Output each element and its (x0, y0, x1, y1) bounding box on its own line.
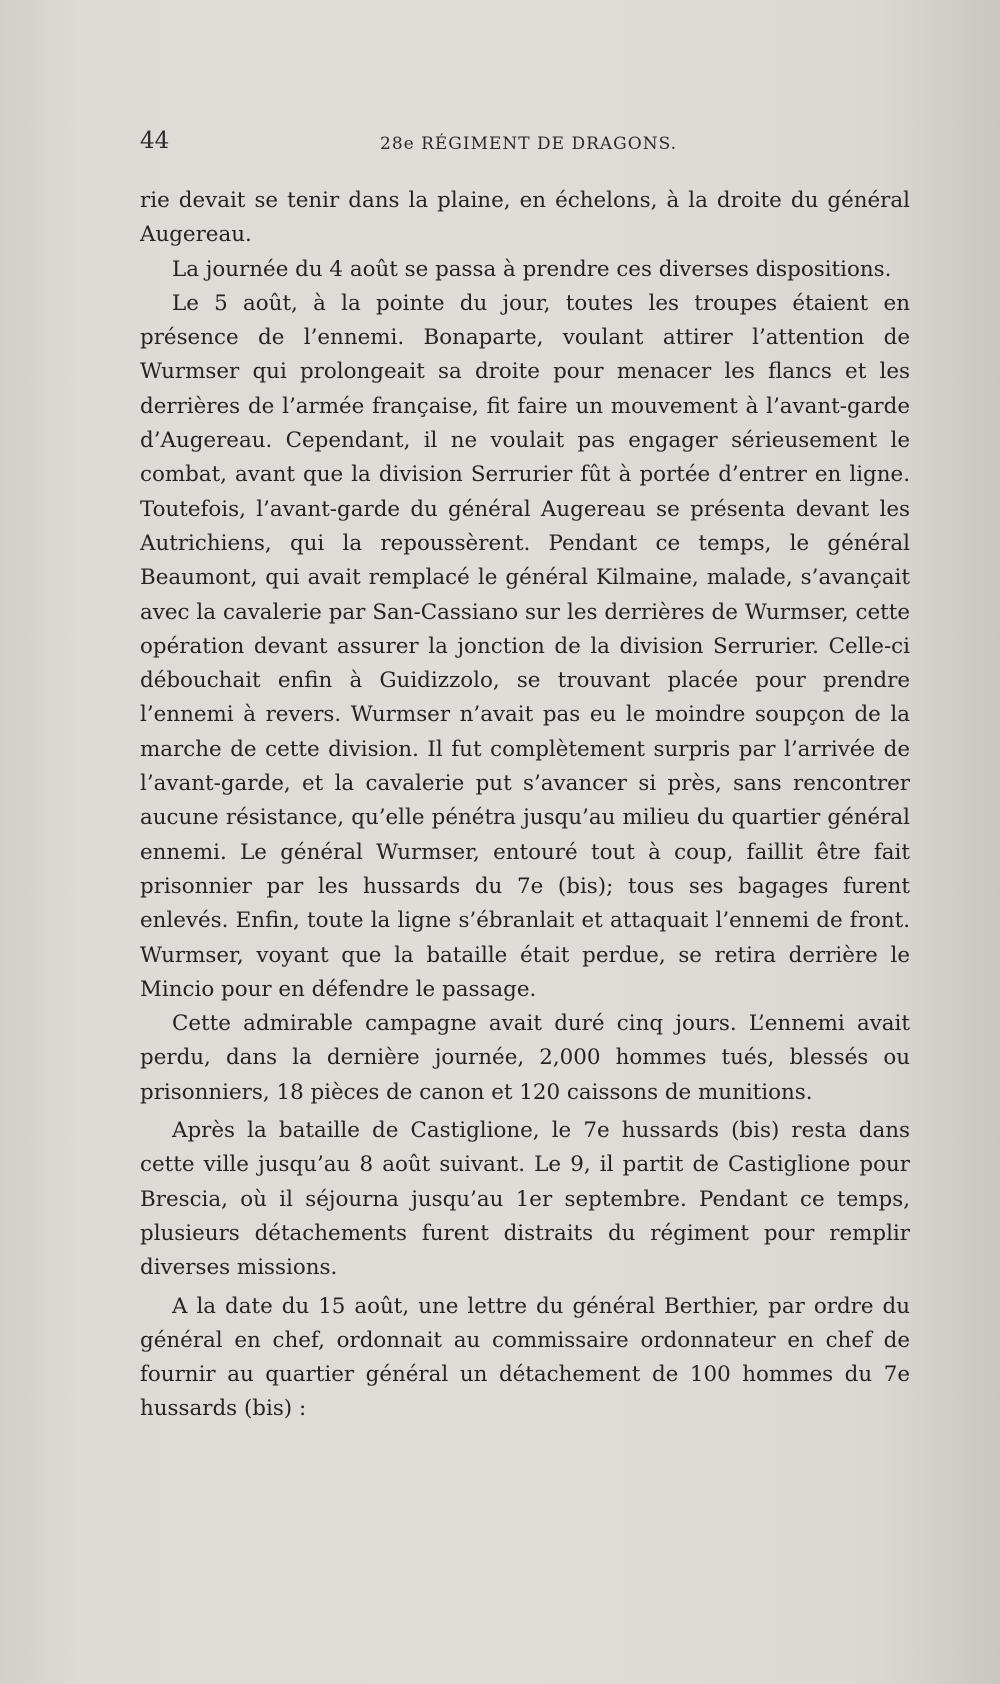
page-header (140, 128, 910, 158)
page-number: 44 (140, 128, 170, 154)
paragraph-1: rie devait se tenir dans la plaine, en échelons, à la droite du général Augereau. (140, 188, 910, 248)
paragraph-3: Le 5 août, à la pointe du jour, toutes les troupes étaient en présence de l’ennemi. Bonaparte, voulant attirer l’attention de Wurmser qui prolongeait sa droite pour menacer les flancs et les derrières de l’armée française, fit faire un mouvement à l’avant-garde d’Augereau. Cependant, il ne voulait pas engager sérieusement le combat, avant que la division Serrurier fût à portée d’entrer en ligne. Toutefois, l’avant-garde du général Augereau se présenta devant les Autrichiens, qui la repoussèrent. Pendant ce temps, le général Beaumont, qui avait remplacé le général Kilmaine, malade, s’avançait avec la cavalerie par San-Cassiano sur les derrières de Wurmser, cette opération devant assurer la jonction de la division Serrurier. Celle-ci débouchait enfin à Guidizzolo, se trouvant placée pour prendre l’ennemi à revers. Wurmser n’avait pas eu le moindre soupçon de la marche de cette division. Il fut complètement surpris par l’arrivée de l’avant-garde, et la cavalerie put s’avancer si près, sans rencontrer aucune résistance, qu’elle pénétra jusqu’au milieu du quartier général ennemi. Le général Wurmser, entouré tout à coup, faillit être fait prisonnier par les hussards du 7e (bis); tous ses bagages furent enlevés. Enfin, toute la ligne s’ébranlait et attaquait l’ennemi de front. Wurmser, voyant que la bataille était perdue, se retira derrière le Mincio pour en défendre le passage. (140, 290, 910, 1002)
paragraph-5: Après la bataille de Castiglione, le 7e hussards (bis) resta dans cette ville jusqu’au 8 août suivant. Le 9, il partit de Castiglione pour Brescia, où il séjourna jusqu’au 1er septembre. Pendant ce temps, plusieurs détachements furent distraits du régiment pour remplir diverses missions. (140, 1118, 910, 1281)
running-head: 28e RÉGIMENT DE DRAGONS. (380, 134, 678, 154)
paragraph-4: Cette admirable campagne avait duré cinq jours. L’ennemi avait perdu, dans la dernière journée, 2,000 hommes tués, blessés ou prisonniers, 18 pièces de canon et 120 caissons de munitions. (140, 1011, 910, 1105)
paragraph-2: La journée du 4 août se passa à prendre ces diverses dispositions. (172, 256, 892, 282)
paragraph-6: A la date du 15 août, une lettre du général Berthier, par ordre du général en chef, ordonnait au commissaire ordonnateur en chef de fournir au quartier général un détachement de 100 hommes du 7e hussards (bis) : (140, 1293, 910, 1422)
body-text (140, 184, 910, 1427)
